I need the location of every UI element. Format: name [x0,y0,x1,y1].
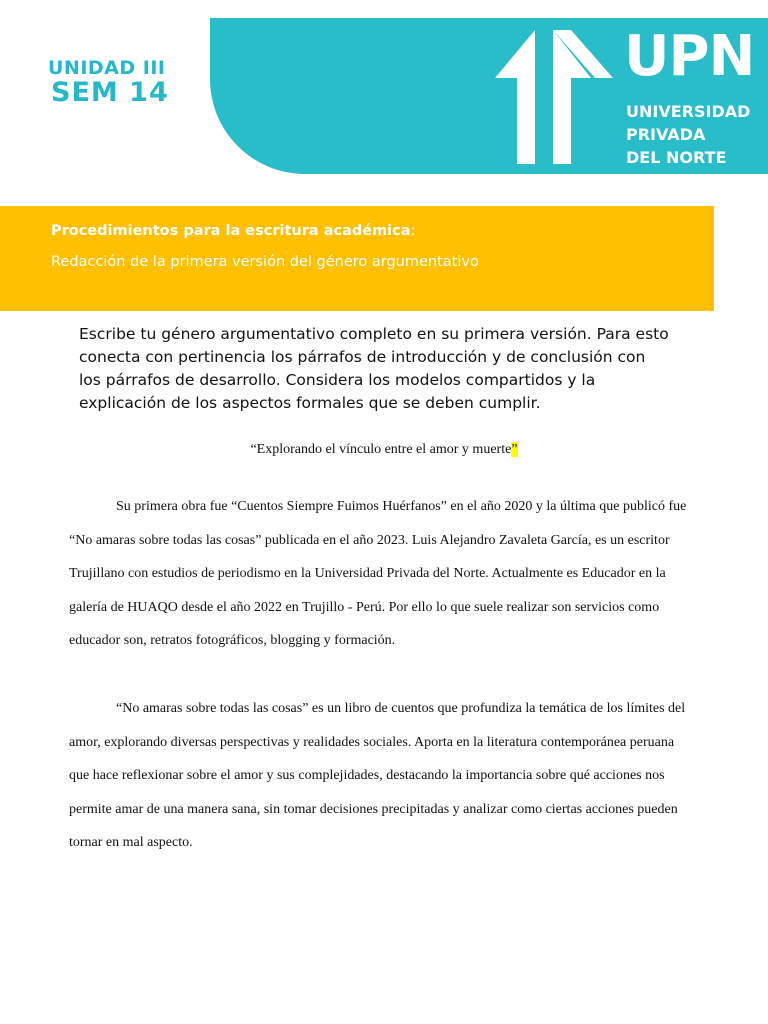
banner-title-suffix: : [410,223,416,239]
essay-paragraph: “No amaras sobre todas las cosas” es un libro de cuentos que profundiza la temática de los límites del amor, explorando diversas perspectivas y realidades sociales. Aporta en la literatura contemporánea peruana que hace reflexionar sobre el amor y sus complejidades, destacando la importancia sobre qué acciones nos permite amar de una manera sana, sin tomar decisiones precipitadas y analizar como ciertas acciones pueden tornar en mal aspecto. [69,701,686,850]
essay-title-highlight: ” [511,442,518,457]
banner-subtitle: Redacción de la primera versión del género argumentativo [51,254,479,270]
essay-title [0,442,768,458]
upn-arrows-icon [495,28,615,166]
logo-name-line: DEL NORTE [626,148,727,167]
essay-paragraph: Su primera obra fue “Cuentos Siempre Fuimos Huérfanos” en el año 2020 y la última que publicó fue “No amaras sobre todas las cosas” publicada en el año 2023. Luis Alejandro Zavaleta García, es un escritor Trujillano con estudios de periodismo en la Universidad Privada del Norte. Actualmente es Educador en la galería de HUAQO desde el año 2022 en Trujillo - Perú. Por ello lo que suele realizar son servicios como educador son, retratos fotográficos, blogging y formación. [69,499,687,648]
logo-name-line: PRIVADA [626,125,706,144]
week-label: SEM 14 [51,77,169,108]
essay-title-text: “Explorando el vínculo entre el amor y muerte [250,442,512,457]
instructions-text: Escribe tu género argumentativo completo en su primera versión. Para esto conecta con pertinencia los párrafos de introducción y de conclusión con los párrafos de desarrollo. Considera los modelos compartidos y la explicación de los aspectos formales que se deben cumplir. [79,325,669,412]
unit-label: UNIDAD III [48,57,166,79]
banner-title [51,223,415,239]
unit-week-label [48,58,169,108]
logo-name-line: UNIVERSIDAD [626,102,751,121]
banner-title-bold: Procedimientos para la escritura académica [51,223,411,239]
logo-acronym: UPN [624,24,755,89]
logo-university-name [626,100,750,169]
